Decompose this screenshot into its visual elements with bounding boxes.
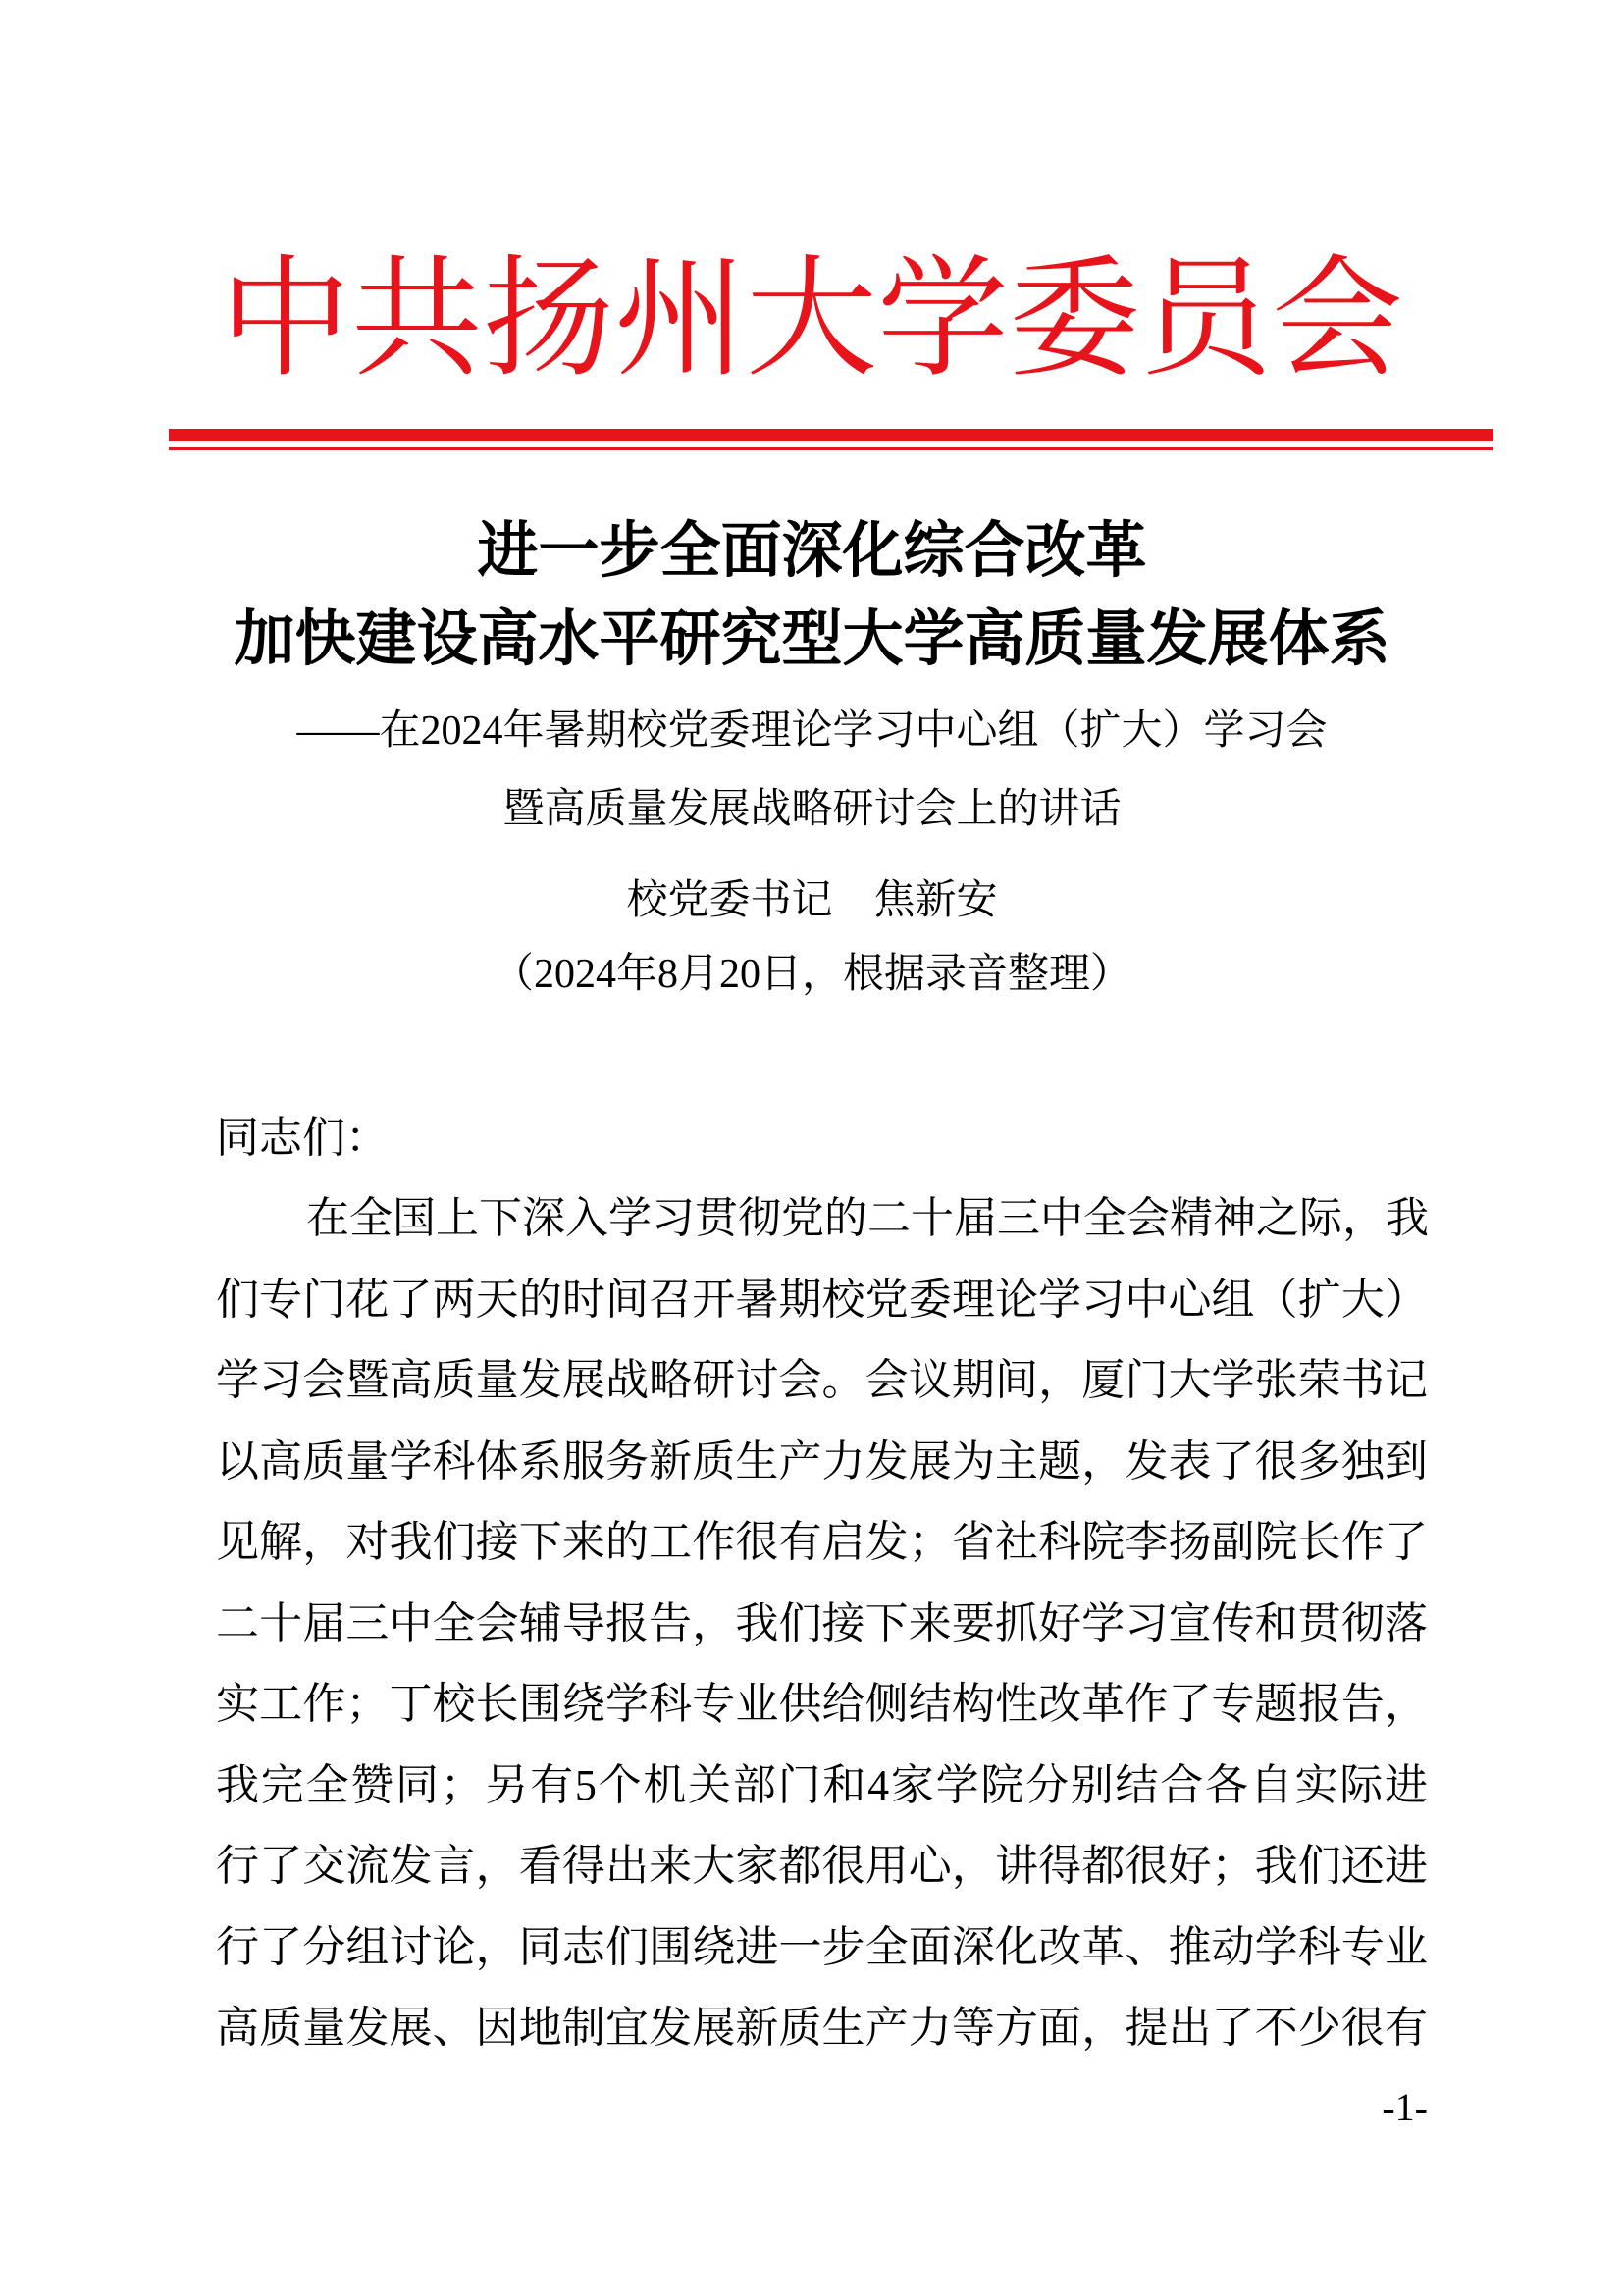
date-line: （2024年8月20日，根据录音整理） xyxy=(492,952,1131,997)
masthead-divider-thin xyxy=(169,447,1493,450)
subtitle-line-1: ——在2024年暑期校党委理论学习中心组（扩大）学习会 xyxy=(296,708,1328,754)
body-line: 见解，对我们接下来的工作很有启发；省社科院李扬副院长作了 xyxy=(216,1518,1428,1566)
masthead-title: 中共扬州大学委员会 xyxy=(219,242,1403,395)
body-line: 们专门花了两天的时间召开暑期校党委理论学习中心组（扩大） xyxy=(216,1276,1428,1324)
document-title-line-1: 进一步全面深化综合改革 xyxy=(477,518,1147,585)
body-line: 行了分组讨论，同志们围绕进一步全面深化改革、推动学科专业 xyxy=(216,1923,1428,1971)
body-line: 高质量发展、因地制宜发展新质生产力等方面，提出了不少很有 xyxy=(216,2004,1428,2052)
page-number: -1- xyxy=(1382,2085,1428,2129)
body-line: 我完全赞同；另有5个机关部门和4家学院分别结合各自实际进 xyxy=(216,1761,1428,1809)
body-line: 学习会暨高质量发展战略研讨会。会议期间，厦门大学张荣书记 xyxy=(216,1356,1428,1404)
author-line: 校党委书记 焦新安 xyxy=(626,878,998,923)
body-line: 在全国上下深入学习贯彻党的二十届三中全会精神之际，我 xyxy=(306,1194,1429,1242)
document-title-line-2: 加快建设高水平研究型大学高质量发展体系 xyxy=(234,606,1390,673)
masthead-divider-thick xyxy=(169,429,1493,441)
body-line: 实工作；丁校长围绕学科专业供给侧结构性改革作了专题报告， xyxy=(216,1680,1428,1728)
body-line: 以高质量学科体系服务新质生产力发展为主题，发表了很多独到 xyxy=(216,1437,1428,1486)
body-line: 二十届三中全会辅导报告，我们接下来要抓好学习宣传和贯彻落 xyxy=(216,1599,1428,1647)
greeting: 同志们： xyxy=(216,1114,389,1162)
body-line: 行了交流发言，看得出来大家都很用心，讲得都很好；我们还进 xyxy=(216,1842,1428,1890)
subtitle-line-2: 暨高质量发展战略研讨会上的讲话 xyxy=(502,787,1122,832)
